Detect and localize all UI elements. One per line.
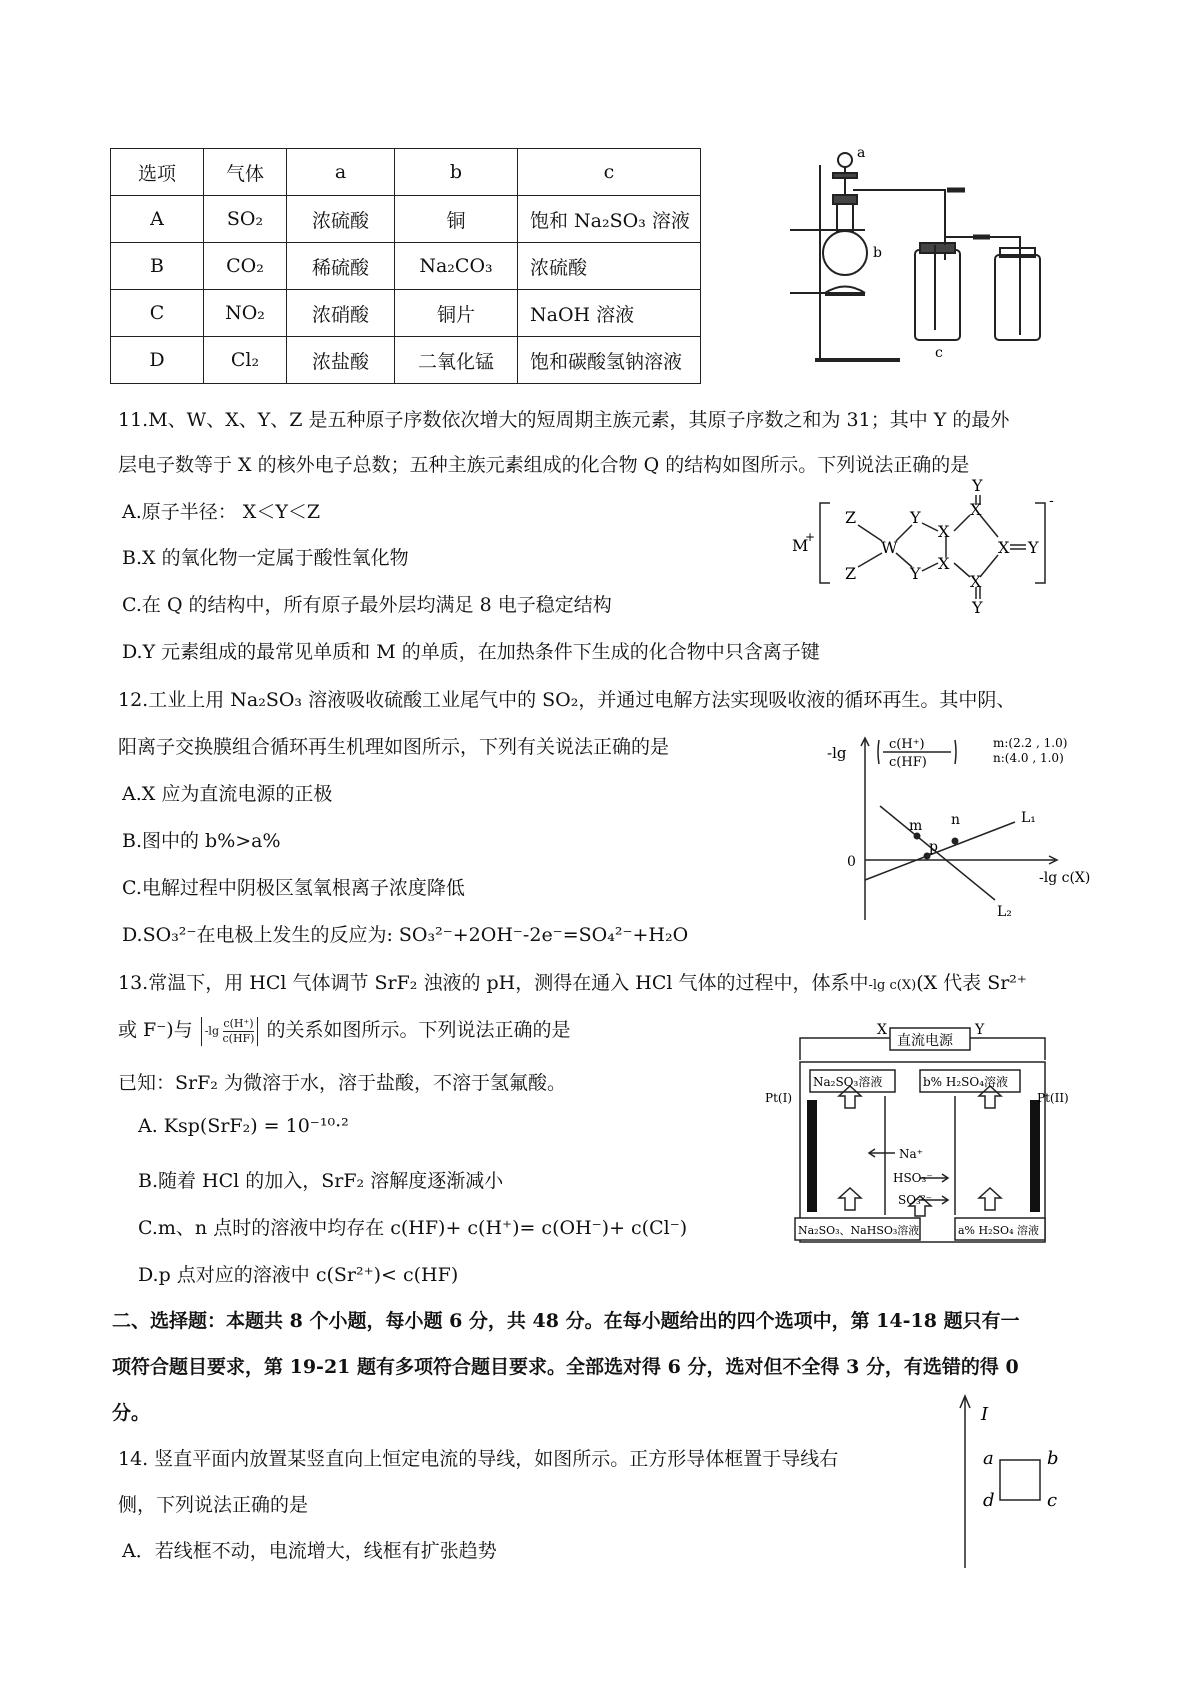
ratio-fraction <box>223 1017 255 1046</box>
wire-frame-diagram <box>945 1390 1075 1570</box>
apparatus-label-c: c <box>935 345 943 361</box>
charge-minus: - <box>1049 493 1054 509</box>
q13-stem-part: 的关系如图所示。下列说法正确的是 <box>266 1019 571 1041</box>
table-header-cell: a <box>287 149 395 196</box>
atom-y: Y <box>910 508 921 527</box>
q13-stem-part: 或 F⁻)与 <box>118 1019 193 1041</box>
right-top-solution: b% H₂SO₄溶液 <box>923 1075 1009 1089</box>
ratio-num: c(H⁺) <box>223 1016 254 1030</box>
graph-label-n: n <box>951 812 961 828</box>
q12-option-c[interactable]: C.电解过程中阴极区氢氧根离子浓度降低 <box>122 877 465 899</box>
so3-ion-label: SO₃²⁻ <box>898 1193 933 1207</box>
table-cell: B <box>111 243 204 290</box>
atom-x: X <box>998 538 1010 557</box>
q11-stem-line2: 层电子数等于 X 的核外电子总数；五种主族元素组成的化合物 Q 的结构如图所示。下列说法正确的是 <box>118 454 970 476</box>
table-cell: 二氧化锰 <box>395 337 518 384</box>
table-row <box>111 196 701 243</box>
table-row <box>111 243 701 290</box>
left-bottom-solution: Na₂SO₃、NaHSO₃溶液 <box>798 1224 920 1237</box>
ratio-den: c(HF) <box>222 1031 255 1045</box>
charge-plus: + <box>805 530 816 544</box>
graph-note-m: m:(2.2 , 1.0) <box>993 736 1068 750</box>
q12-option-b[interactable]: B.图中的 b%>a% <box>122 830 281 852</box>
q13-stem-part: 13.常温下，用 HCl 气体调节 SrF₂ 浊液的 pH，测得在通入 HCl 气体的过程中，体系中 <box>118 972 869 994</box>
table-cell: CO₂ <box>204 243 287 290</box>
graph-xlabel: -lg c(X) <box>1039 870 1091 886</box>
q11-option-b[interactable]: B.X 的氧化物一定属于酸性氧化物 <box>122 547 409 569</box>
atom-y: Y <box>972 476 983 495</box>
table-header-cell: 气体 <box>204 149 287 196</box>
atom-x: X <box>970 500 982 519</box>
atom-y: Y <box>1028 538 1039 557</box>
graph-note-n: n:(4.0 , 1.0) <box>993 751 1064 765</box>
section2-line2: 项符合题目要求，第 19-21 题有多项符合题目要求。全部选对得 6 分，选对但不全得 3 分，有选错的得 0 <box>112 1356 1019 1378</box>
atom-z: Z <box>845 564 857 583</box>
section2-line3: 分。 <box>112 1402 151 1424</box>
q12-option-d[interactable]: D.SO₃²⁻在电极上发生的反应为: SO₃²⁻+2OH⁻-2e⁻=SO₄²⁻+H₂O <box>122 924 689 946</box>
table-header-cell: b <box>395 149 518 196</box>
current-label: I <box>981 1404 989 1425</box>
left-electrode-label: Pt(I) <box>765 1091 792 1105</box>
graph-label-l1: L₁ <box>1021 810 1036 826</box>
q13-option-b[interactable]: B.随着 HCl 的加入，SrF₂ 溶解度逐渐减小 <box>138 1170 504 1192</box>
left-top-solution: Na₂SO₃溶液 <box>813 1075 883 1089</box>
table-cell: 稀硫酸 <box>287 243 395 290</box>
power-supply-label: 直流电源 <box>897 1033 953 1049</box>
q13-option-d[interactable]: D.p 点对应的溶液中 c(Sr²⁺)< c(HF) <box>138 1264 459 1286</box>
electrode-left <box>807 1100 817 1212</box>
graph-label-l2: L₂ <box>997 904 1012 920</box>
table-cell: NO₂ <box>204 290 287 337</box>
table-row <box>111 290 701 337</box>
table-header-cell: 选项 <box>111 149 204 196</box>
table-cell: 浓盐酸 <box>287 337 395 384</box>
table-cell: NaOH 溶液 <box>518 290 701 337</box>
q14-stem-line2: 侧，下列说法正确的是 <box>118 1494 309 1516</box>
table-cell: SO₂ <box>204 196 287 243</box>
atom-x: X <box>970 572 982 591</box>
table-header-row <box>111 149 701 196</box>
table-cell: 浓硫酸 <box>287 196 395 243</box>
q14-option-a[interactable]: A．若线框不动，电流增大，线框有扩张趋势 <box>122 1540 497 1562</box>
right-electrode-label: Pt(II) <box>1037 1091 1069 1105</box>
power-x-label: X <box>877 1022 887 1038</box>
q11-option-a[interactable]: A.原子半径： X＜Y＜Z <box>122 501 321 523</box>
q13-option-a[interactable]: A. Ksp(SrF₂) = 10⁻¹⁰·² <box>138 1115 349 1137</box>
table-header-cell: c <box>518 149 701 196</box>
apparatus-label-a: a <box>857 145 866 161</box>
corner-b-label: b <box>1047 1448 1059 1469</box>
graph-ylabel-num: c(H⁺) <box>889 737 925 752</box>
ratio-prefix: -lg <box>204 1024 219 1037</box>
power-y-label: Y <box>975 1022 985 1038</box>
atom-w: W <box>881 538 898 557</box>
atom-y: Y <box>910 564 921 583</box>
table-cell: 浓硫酸 <box>518 243 701 290</box>
q13-ratio-formula <box>201 1017 259 1046</box>
corner-c-label: c <box>1047 1490 1058 1511</box>
graph-label-m: m <box>909 818 923 834</box>
atom-m: M <box>792 536 809 555</box>
table-cell: Cl₂ <box>204 337 287 384</box>
q12-stem-line1: 12.工业上用 Na₂SO₃ 溶液吸收硫酸工业尾气中的 SO₂，并通过电解方法实现吸收液的循环再生。其中阴、 <box>118 689 1016 711</box>
atom-z: Z <box>845 508 857 527</box>
atom-x: X <box>938 522 950 541</box>
q14-stem-line1: 14. 竖直平面内放置某竖直向上恒定电流的导线，如图所示。正方形导体框置于导线右 <box>118 1448 839 1470</box>
table-cell: D <box>111 337 204 384</box>
table-cell: 铜片 <box>395 290 518 337</box>
table-cell: 铜 <box>395 196 518 243</box>
electrode-right <box>1030 1100 1040 1212</box>
table-cell: C <box>111 290 204 337</box>
section2-line1: 二、选择题：本题共 8 个小题，每小题 6 分，共 48 分。在每小题给出的四个选项中，第 14-18 题只有一 <box>112 1310 1020 1332</box>
graph-label-p: p <box>929 839 938 855</box>
lg-graph <box>825 730 1115 930</box>
q13-known: 已知：SrF₂ 为微溶于水，溶于盐酸，不溶于氢氟酸。 <box>118 1072 566 1094</box>
q12-option-a[interactable]: A.X 应为直流电源的正极 <box>122 783 333 805</box>
graph-ylabel-den: c(HF) <box>889 755 927 770</box>
electrolysis-cell-diagram <box>765 1020 1070 1245</box>
corner-a-label: a <box>983 1448 994 1469</box>
graph-origin: 0 <box>847 854 856 870</box>
point-n <box>952 838 959 845</box>
table-cell: 饱和碳酸氢钠溶液 <box>518 337 701 384</box>
q13-stem-formula: -lg c(X) <box>868 978 917 993</box>
table-cell: 饱和 Na₂SO₃ 溶液 <box>518 196 701 243</box>
gas-apparatus-diagram <box>785 145 1045 375</box>
q13-stem-line2 <box>118 1015 571 1046</box>
q12-stem-line2: 阳离子交换膜组合循环再生机理如图所示，下列有关说法正确的是 <box>118 736 670 758</box>
q11-stem-line1: 11.M、W、X、Y、Z 是五种原子序数依次增大的短周期主族元素，其原子序数之和为 31；其中 Y 的最外 <box>118 409 1010 431</box>
table-row <box>111 337 701 384</box>
table-cell: Na₂CO₃ <box>395 243 518 290</box>
q11-option-d[interactable]: D.Y 元素组成的最常见单质和 M 的单质，在加热条件下生成的化合物中只含离子键 <box>122 641 820 663</box>
atom-y: Y <box>972 598 983 615</box>
q13-option-c[interactable]: C.m、n 点时的溶液中均存在 c(HF)+ c(H⁺)= c(OH⁻)+ c(Cl⁻) <box>138 1217 688 1239</box>
apparatus-label-b: b <box>873 245 882 261</box>
hso3-ion-label: HSO₃⁻ <box>893 1171 933 1185</box>
q13-stem-part: (X 代表 Sr²⁺ <box>916 972 1027 994</box>
q11-option-c[interactable]: C.在 Q 的结构中，所有原子最外层均满足 8 电子稳定结构 <box>122 594 612 616</box>
q13-stem-line1 <box>118 968 1027 995</box>
corner-d-label: d <box>983 1490 995 1511</box>
na-ion-label: Na⁺ <box>899 1147 923 1161</box>
atom-x: X <box>938 554 950 573</box>
options-table <box>110 148 701 384</box>
graph-ylabel-prefix: -lg <box>827 744 847 762</box>
compound-q-structure <box>790 475 1070 615</box>
table-cell: A <box>111 196 204 243</box>
table-cell: 浓硝酸 <box>287 290 395 337</box>
right-bottom-solution: a% H₂SO₄ 溶液 <box>958 1224 1039 1237</box>
